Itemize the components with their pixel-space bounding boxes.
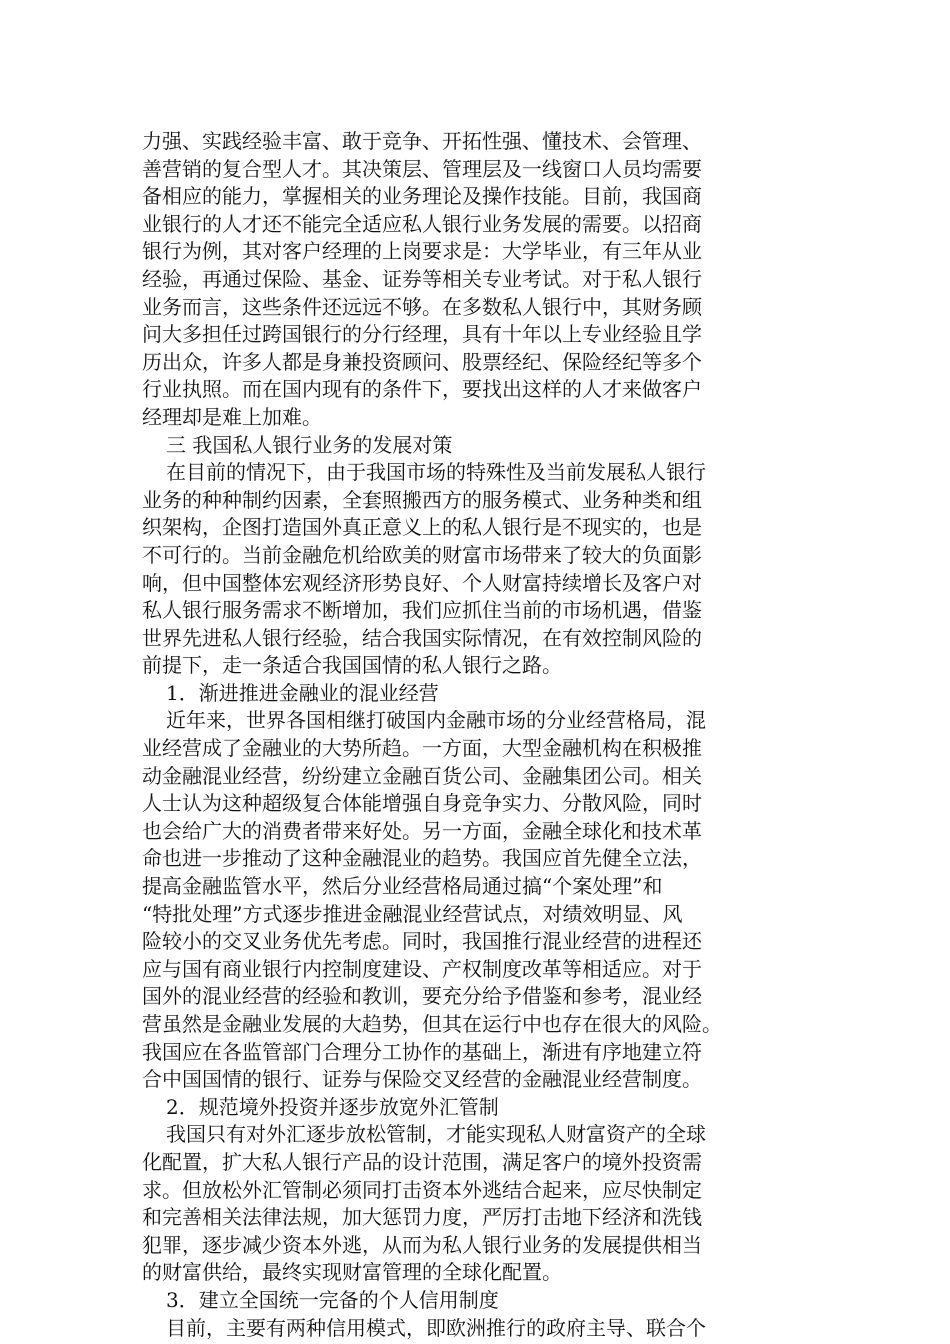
text-line: 世界先进私人银行经验，结合我国实际情况，在有效控制风险的 <box>142 625 702 650</box>
text-line: 业务而言，这些条件还远远不够。在多数私人银行中，其财务顾 <box>142 294 702 319</box>
text-line: 问大多担任过跨国银行的分行经理，具有十年以上专业经验且学 <box>142 322 702 347</box>
text-line: 三 我国私人银行业务的发展对策 <box>166 432 453 457</box>
text-line: 险较小的交叉业务优先考虑。同时，我国推行混业经营的进程还 <box>142 929 702 954</box>
text-line: 动金融混业经营，纷纷建立金融百货公司、金融集团公司。相关 <box>142 763 702 788</box>
text-line: 合中国国情的银行、证券与保险交叉经营的金融混业经营制度。 <box>142 1067 702 1092</box>
text-line: 业务的种种制约因素，全套照搬西方的服务模式、业务种类和组 <box>142 487 702 512</box>
text-line: 应与国有商业银行内控制度建设、产权制度改革等相适应。对于 <box>142 956 702 981</box>
text-line: 营虽然是金融业发展的大趋势，但其在运行中也存在很大的风险。 <box>142 1012 722 1036</box>
text-line: 响，但中国整体宏观经济形势良好、个人财富持续增长及客户对 <box>142 570 702 595</box>
text-line: 经验，再通过保险、基金、证券等相关专业考试。对于私人银行 <box>142 266 702 291</box>
text-line: 业经营成了金融业的大势所趋。一方面，大型金融机构在积极推 <box>142 736 702 761</box>
text-line: 历出众，许多人都是身兼投资顾问、股票经纪、保险经纪等多个 <box>142 349 702 374</box>
text-line: 业银行的人才还不能完全适应私人银行业务发展的需要。以招商 <box>142 211 702 236</box>
text-line: 目前，主要有两种信用模式，即欧洲推行的政府主导、联合个 <box>166 1315 706 1340</box>
text-line: 3．建立全国统一完备的个人信用制度 <box>166 1287 499 1312</box>
text-line: 我国只有对外汇逐步放松管制，才能实现私人财富资产的全球 <box>166 1122 706 1147</box>
text-line: 求。但放松外汇管制必须同打击资本外逃结合起来，应尽快制定 <box>142 1177 702 1202</box>
body-text <box>142 128 802 1342</box>
text-line: 命也进一步推动了这种金融混业的趋势。我国应首先健全立法， <box>142 846 702 871</box>
text-line: 银行为例，其对客户经理的上岗要求是：大学毕业，有三年从业 <box>142 239 702 264</box>
text-line: 行业执照。而在国内现有的条件下，要找出这样的人才来做客户 <box>142 377 702 402</box>
text-line: 备相应的能力，掌握相关的业务理论及操作技能。目前，我国商 <box>142 184 702 209</box>
text-line: 的财富供给，最终实现财富管理的全球化配置。 <box>142 1260 562 1285</box>
text-line: 力强、实践经验丰富、敢于竞争、开拓性强、懂技术、会管理、 <box>142 129 702 153</box>
text-line: 不可行的。当前金融危机给欧美的财富市场带来了较大的负面影 <box>142 542 702 567</box>
text-line: 经理却是难上加难。 <box>142 404 322 429</box>
text-line: 私人银行服务需求不断增加，我们应抓住当前的市场机遇，借鉴 <box>142 598 702 623</box>
text-line: 2．规范境外投资并逐步放宽外汇管制 <box>166 1094 499 1119</box>
text-line: 前提下，走一条适合我国国情的私人银行之路。 <box>142 653 562 678</box>
text-line: 犯罪，逐步减少资本外逃，从而为私人银行业务的发展提供相当 <box>142 1232 702 1257</box>
text-line: 国外的混业经营的经验和教训，要充分给予借鉴和参考，混业经 <box>142 984 702 1009</box>
text-line: 和完善相关法律法规，加大惩罚力度，严厉打击地下经济和洗钱 <box>142 1205 702 1230</box>
text-line: 提高金融监管水平，然后分业经营格局通过搞“个案处理”和 <box>142 874 663 899</box>
text-line: 善营销的复合型人才。其决策层、管理层及一线窗口人员均需要 <box>142 156 702 181</box>
text-line: 化配置，扩大私人银行产品的设计范围，满足客户的境外投资需 <box>142 1149 702 1174</box>
text-line: 我国应在各监管部门合理分工协作的基础上，渐进有序地建立符 <box>142 1039 702 1064</box>
text-line: 织架构，企图打造国外真正意义上的私人银行是不现实的，也是 <box>142 515 702 540</box>
text-line: 近年来，世界各国相继打破国内金融市场的分业经营格局，混 <box>166 708 706 733</box>
text-line: 在目前的情况下，由于我国市场的特殊性及当前发展私人银行 <box>166 460 706 485</box>
text-line: 人士认为这种超级复合体能增强自身竞争实力、分散风险，同时 <box>142 791 702 816</box>
text-line: 也会给广大的消费者带来好处。另一方面，金融全球化和技术革 <box>142 818 702 843</box>
text-line: 1．渐进推进金融业的混业经营 <box>166 680 439 705</box>
text-line: “特批处理”方式逐步推进金融混业经营试点，对绩效明显、风 <box>142 901 683 926</box>
